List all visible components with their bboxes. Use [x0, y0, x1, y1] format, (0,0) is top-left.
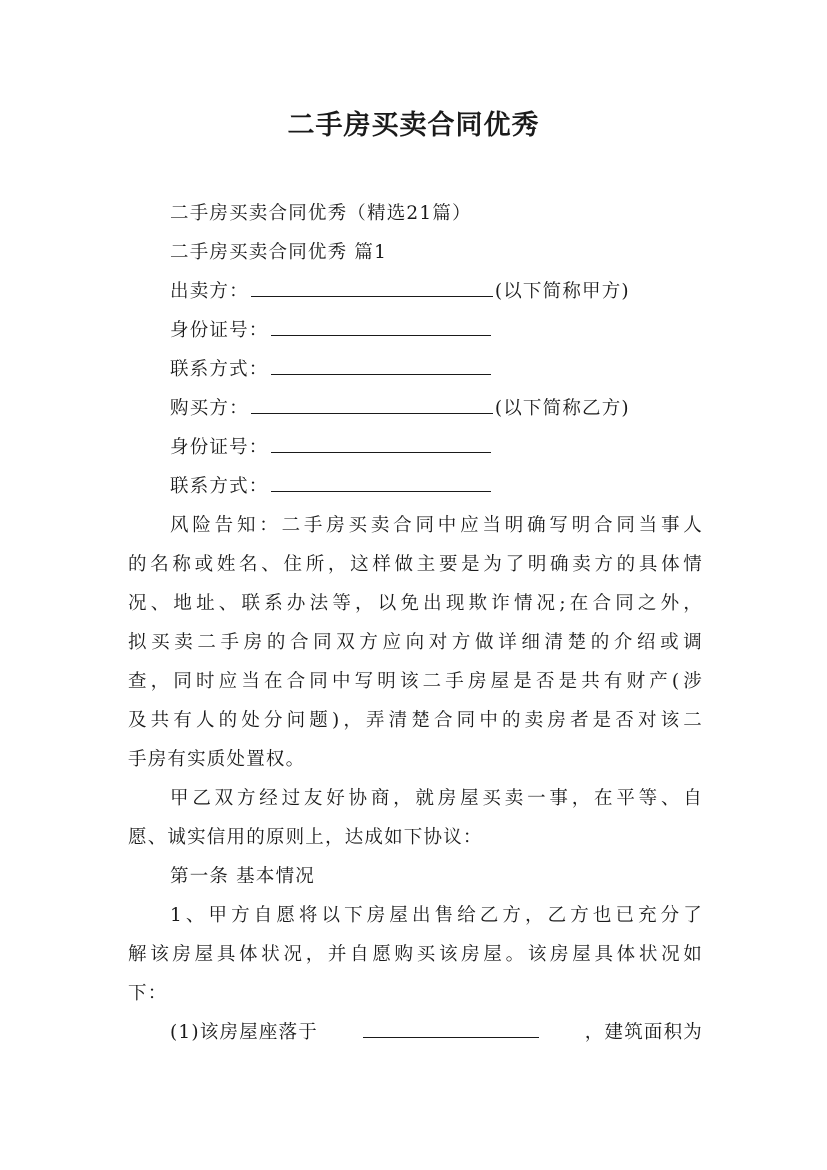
seller-name-blank[interactable]: [251, 280, 493, 297]
clause1-line-2: 解该房屋具体状况，并自愿购买该房屋。该房屋具体状况如: [128, 944, 703, 965]
item1-location-blank[interactable]: [363, 1021, 539, 1038]
item1-suffix: ，建筑面积为: [584, 1022, 703, 1043]
buyer-suffix: (以下简称乙方): [494, 398, 630, 419]
buyer-contact-row: [170, 472, 745, 498]
seller-contact-row: [170, 355, 745, 381]
seller-suffix: (以下简称甲方): [494, 281, 630, 302]
seller-contact-blank[interactable]: [271, 358, 491, 375]
clause1-line-3: 下：: [128, 983, 168, 1004]
risk-line-3: 况、地址、联系办法等，以免出现欺诈情况;在合同之外，: [128, 593, 703, 614]
buyer-contact-label: 联系方式：: [170, 476, 269, 497]
buyer-id-blank[interactable]: [271, 436, 491, 453]
risk-line-4: 拟买卖二手房的合同双方应向对方做详细清楚的介绍或调: [128, 632, 703, 653]
buyer-contact-blank[interactable]: [271, 475, 491, 492]
risk-line-7: 手房有实质处置权。: [128, 749, 306, 770]
buyer-name-blank[interactable]: [251, 397, 493, 414]
buyer-row: [170, 394, 745, 420]
article1-heading: 第一条 基本情况: [170, 866, 315, 887]
seller-id-blank[interactable]: [271, 319, 491, 336]
buyer-id-label: 身份证号：: [170, 437, 269, 458]
item1-prefix: (1)该房屋座落于: [170, 1022, 319, 1043]
agreement-line-1: 甲乙双方经过友好协商，就房屋买卖一事，在平等、自: [170, 788, 703, 809]
agreement-line-2: 愿、诚实信用的原则上，达成如下协议：: [128, 827, 483, 848]
clause1-line-1: 1、甲方自愿将以下房屋出售给乙方，乙方也已充分了: [170, 905, 703, 926]
risk-line-1: 风险告知：二手房买卖合同中应当明确写明合同当事人: [170, 515, 703, 536]
buyer-label: 购买方：: [170, 398, 249, 419]
seller-id-row: [170, 316, 745, 342]
seller-contact-label: 联系方式：: [170, 359, 269, 380]
seller-label: 出卖方：: [170, 281, 249, 302]
buyer-id-row: [170, 433, 745, 459]
item1-row: [170, 1018, 703, 1044]
section-heading: 二手房买卖合同优秀 篇1: [170, 242, 388, 263]
risk-line-5: 查，同时应当在合同中写明该二手房屋是否是共有财产(涉: [128, 671, 703, 692]
risk-line-6: 及共有人的处分问题)，弄清楚合同中的卖房者是否对该二: [128, 710, 703, 731]
seller-row: [170, 277, 745, 303]
seller-id-label: 身份证号：: [170, 320, 269, 341]
risk-line-2: 的名称或姓名、住所，这样做主要是为了明确卖方的具体情: [128, 554, 703, 575]
document-title: 二手房买卖合同优秀: [287, 110, 540, 141]
document-subtitle: 二手房买卖合同优秀（精选21篇）: [170, 203, 472, 224]
